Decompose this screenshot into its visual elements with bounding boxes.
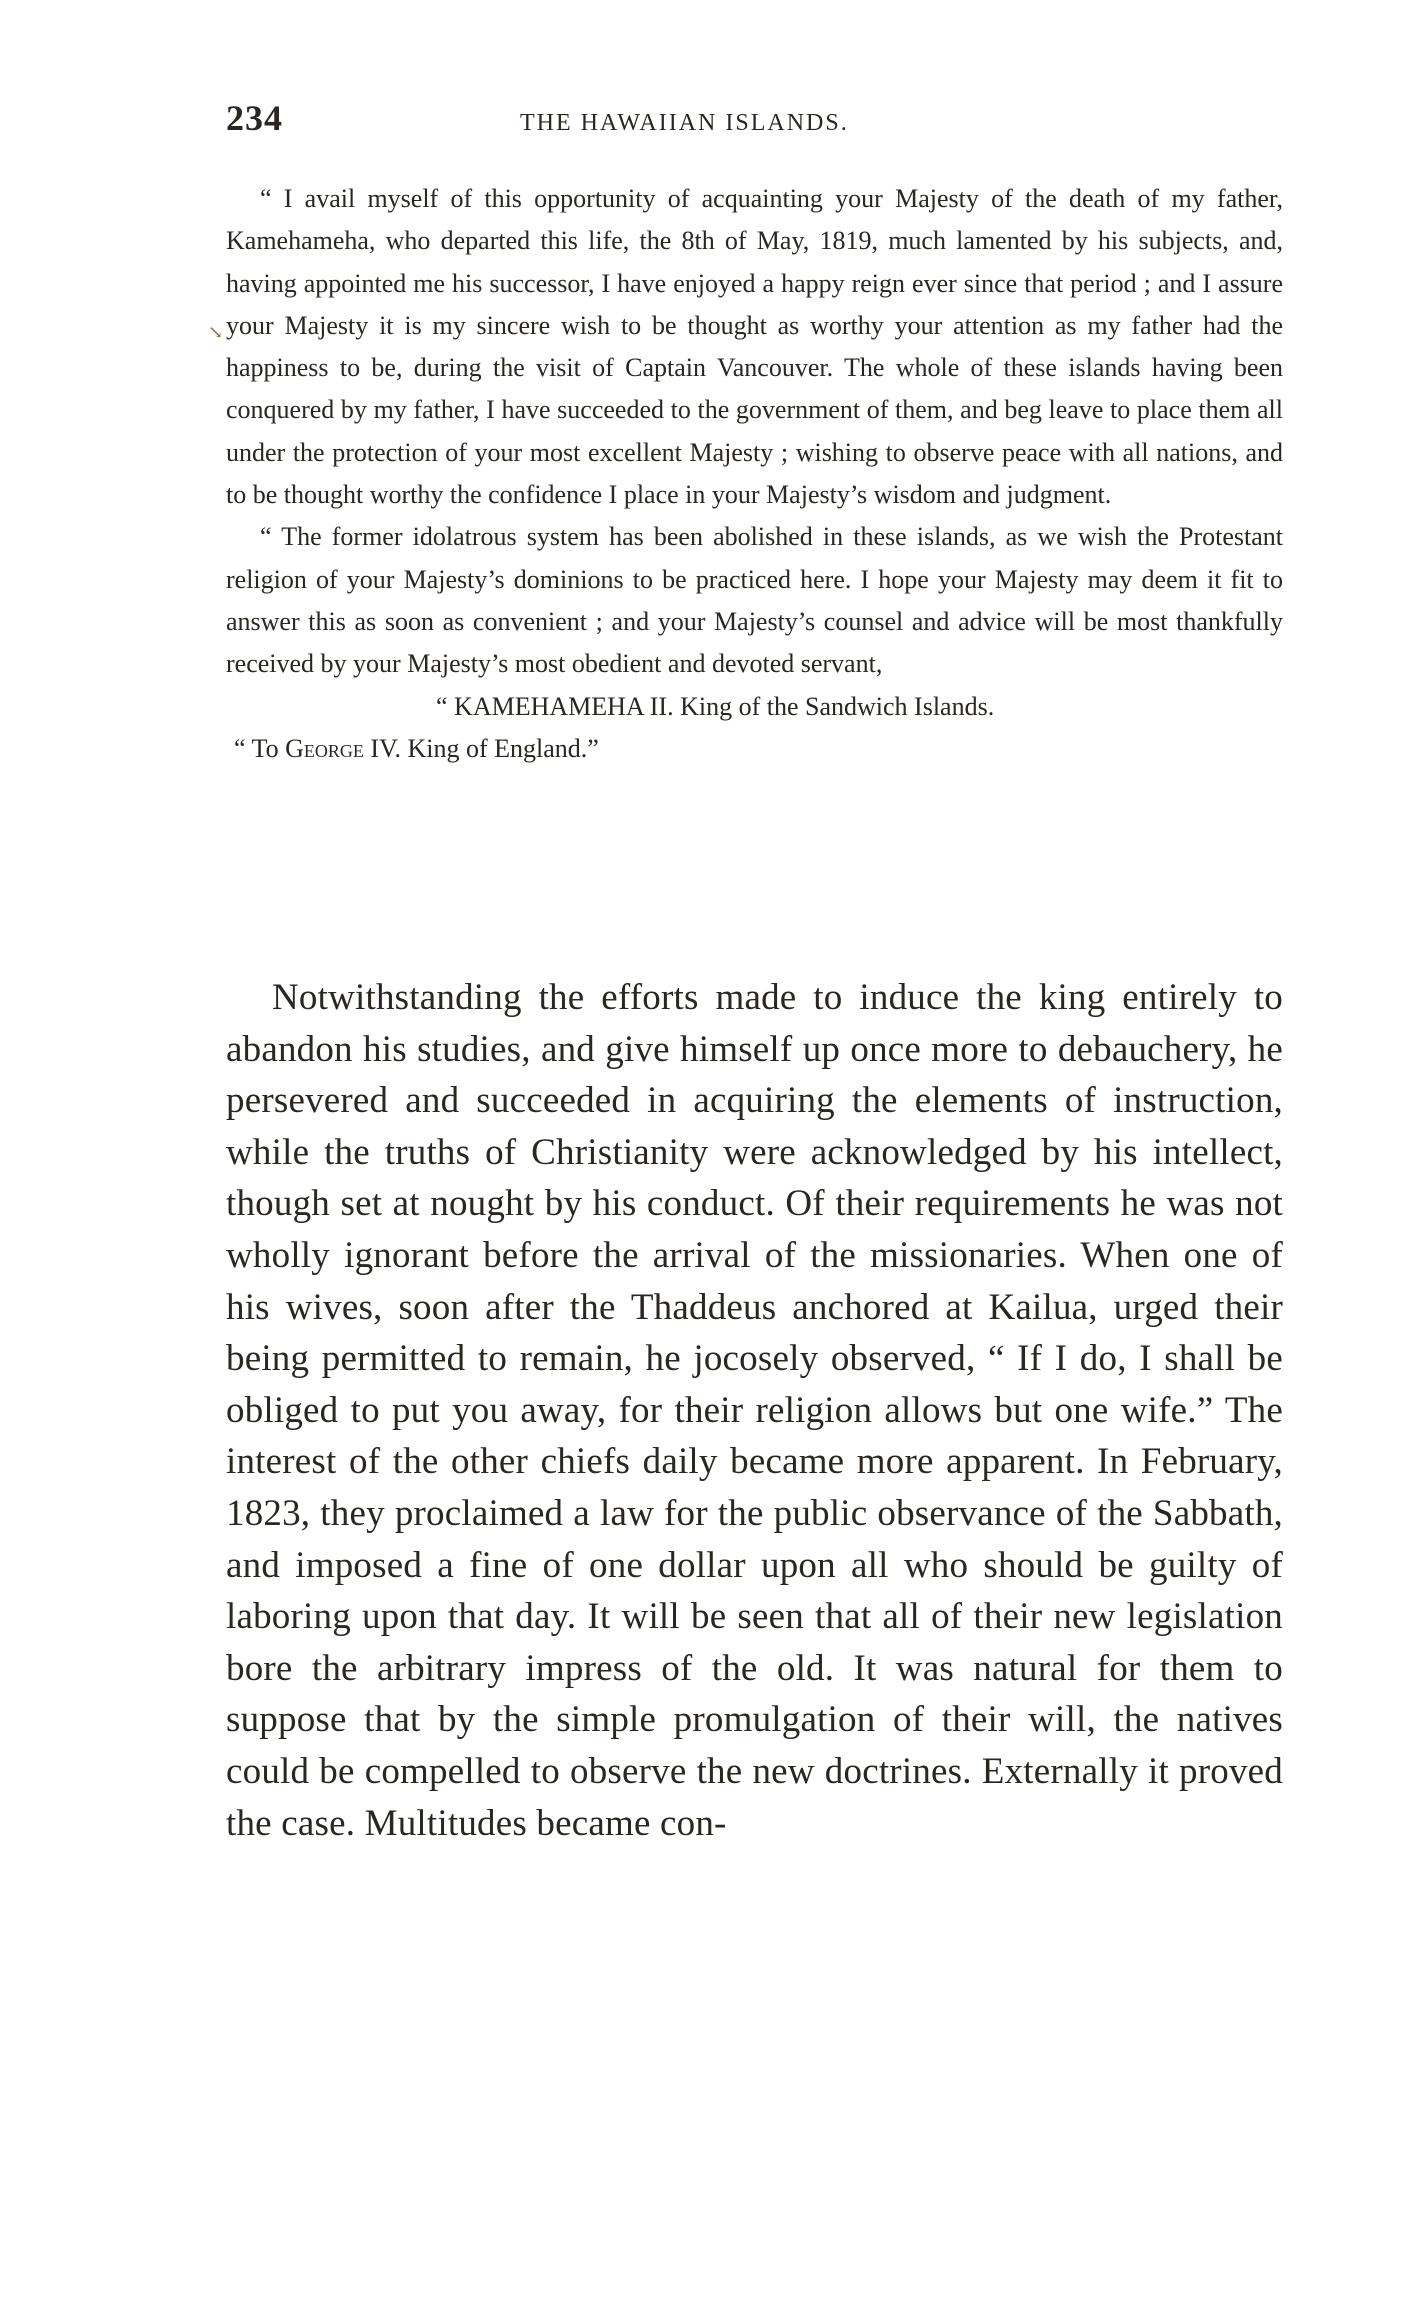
running-title: THE HAWAIIAN ISLANDS. bbox=[520, 110, 849, 136]
letter-paragraph-2: “ The former idolatrous system has been abolished in these islands, as we wish the Protestant religion of your Majesty’s dominions to be practiced here. I hope your Majesty may deem it fit to answer this as soon as convenient ; and your Majesty’s counsel and advice will be most thankfully received by your Majesty’s most obedient and devoted servant, bbox=[226, 522, 1283, 679]
letter-paragraph-1: “ I avail myself of this opportunity of acquainting your Majesty of the death of my father, Kamehameha, who departed this life, the 8th of May, 1819, much lamented by his subjects, and, having appointed me his successor, I have enjoyed a happy reign ever since that period ; and I assure your Majesty it is my sincere wish to be thought as worthy your attention as my father had the happiness to be, during the visit of Captain Vancouver. The whole of these islands having been conquered by my father, I have succeeded to the government of them, and beg leave to place them all under the protection of your most excellent Majesty ; wishing to observe peace with all nations, and to be thought worthy the confidence I place in your Majesty’s wisdom and judgment. bbox=[226, 184, 1283, 510]
letter-signature: “ KAMEHAMEHA II. King of the Sandwich Islands. bbox=[436, 691, 995, 721]
body-paragraph: Notwithstanding the efforts made to induce the king entirely to abandon his studies, and give himself up once more to debauchery, he persevered and succeeded in acquiring the elements of instruction, while the truths of Christianity were acknowledged by his intellect, though set at nought by his conduct. Of their requirements he was not wholly ignorant before the arrival of the missionaries. When one of his wives, soon after the Thaddeus anchored at Kailua, urged their being permitted to remain, he jocosely observed, “ If I do, I shall be obliged to put you away, for their religion allows but one wife.” The interest of the other chiefs daily became more apparent. In February, 1823, they proclaimed a law for the public observance of the Sabbath, and imposed a fine of one dollar upon all who should be guilty of laboring upon that day. It will be seen that all of their new legislation bore the arbitrary impress of the old. It was natural for them to suppose that by the simple promulgation of their will, the natives could be compelled to observe the new doctrines. Externally it proved the case. Multitudes became con- bbox=[226, 977, 1283, 1844]
main-text bbox=[226, 972, 1283, 1849]
page-header bbox=[0, 100, 1416, 140]
addressee-name: George bbox=[285, 733, 364, 763]
addressee-suffix: IV. King of England.” bbox=[370, 733, 599, 763]
letter-addressee bbox=[226, 728, 1283, 770]
margin-mark-icon: ↘ bbox=[208, 322, 224, 342]
quoted-letter bbox=[226, 178, 1283, 770]
addressee-prefix: “ To bbox=[234, 733, 279, 763]
page-number: 234 bbox=[226, 98, 283, 138]
